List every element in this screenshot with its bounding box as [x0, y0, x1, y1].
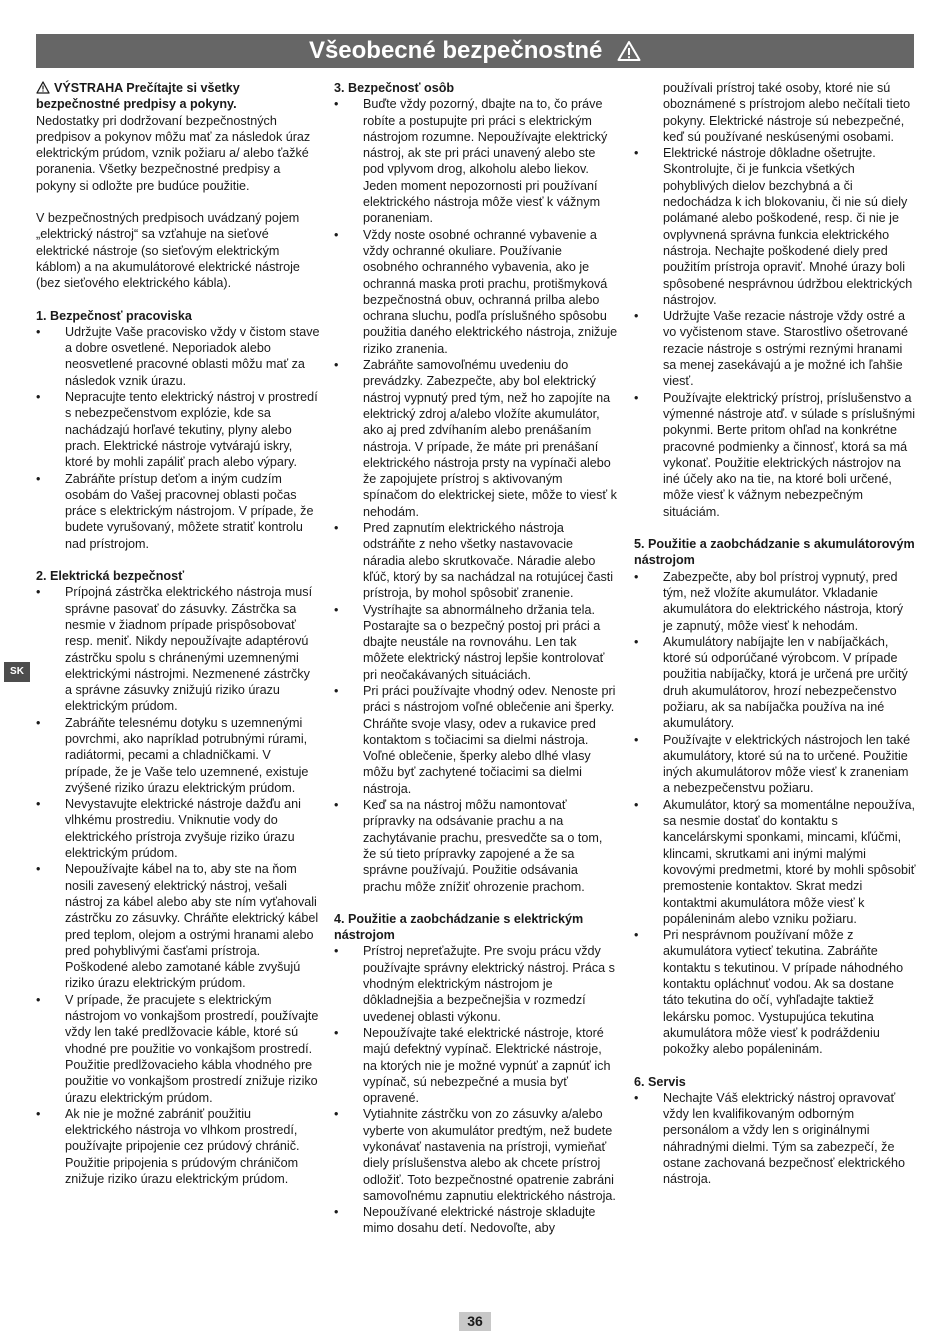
column-3 [634, 80, 916, 1204]
list-item: • Vytiahnite zástrčku von zo zásuvky a/alebo vyberte von akumulátor predtým, než budete vykonávať nastavenia na prístroji, vymieňať diely príslušenstva alebo ak chcete prístroj odložiť. Toto bezpečnostné opatrenie zabráni samovoľnému zapnutiu elektrického nástroja. [334, 1106, 618, 1204]
warning-triangle-icon [617, 40, 641, 62]
section-1-list [36, 324, 320, 552]
list-item: • Pred zapnutím elektrického nástroja odstráňte z neho všetky nastavovacie náradia alebo skrutkovače. Náradie alebo kľúč, ktorý by sa nachádzal na rotujúcej časti prístroja, by mohol spôsobiť zranenie. [334, 520, 618, 601]
warning-icon [36, 81, 50, 94]
definition-paragraph: V bezpečnostných predpisoch uvádzaný pojem „elektrický nástroj“ sa vzťahuje na sieťové elektrické nástroje (so sieťovým elektrickým káblom) a na akumulátorové elektrické nástroje (bez sieťového elektrického kábla). [36, 211, 300, 291]
list-item: • Nepracujte tento elektrický nástroj v prostredí s nebezpečenstvom explózie, kde sa nachádzajú horľavé tekutiny, plyny alebo prach. Elektrické nástroje vytvárajú iskry, ktoré by mohli zapáliť prach alebo výpary. [36, 389, 320, 470]
section-6-title: 6. Servis [634, 1074, 686, 1089]
list-item: • V prípade, že pracujete s elektrickým nástrojom vo vonkajšom prostredí, používajte vždy len také predlžovacie káble, ktoré sú vhodné pre použitie vo vonkajšom prostredí. Použitie predlžovacieho kábla vhodného pre použitie vo vonkajšom prostredí znižuje riziko úrazu elektrickým prúdom. [36, 992, 320, 1106]
section-6-list [634, 1090, 916, 1188]
warning-block [36, 80, 320, 194]
page-number: 36 [459, 1312, 491, 1331]
list-item: • Akumulátory nabíjajte len v nabíjačkách, ktoré sú odporúčané výrobcom. V prípade použitia nabíjačky, ktorá je určená pre určitý druh akumulátorov, hrozí nebezpečenstvo požiaru, ak sa nabíjačka používa na iné akumulátory. [634, 634, 916, 732]
column-2 [334, 80, 618, 1253]
list-item: • Zabráňte telesnému dotyku s uzemnenými povrchmi, ako napríklad potrubnými rúrami, radiátormi, pecami a chladničkami. V prípade, že je Vaše telo uzemnené, existuje zvýšené riziko úrazu elektrickým prúdom. [36, 715, 320, 796]
list-item: • Prístroj nepreťažujte. Pre svoju prácu vždy používajte správny elektrický nástroj. Práca s vhodným elektrickým nástrojom je dôkladnejšia a bezpečnejšia v rozmedzí uvedenej oblasti výkonu. [334, 943, 618, 1024]
section-4-title: 4. Použitie a zaobchádzanie s elektrickým nástrojom [334, 911, 584, 943]
list-item: • Nepoužívajte kábel na to, aby ste na ňom nosili zavesený elektrický nástroj, vešali nástroj za kábel alebo aby ste ním vyťahovali zástrčku zo zásuvky. Chráňte elektrický kábel pred teplom, olejom a ostrými hranami alebo pred pohyblivými časťami prístroja. Poškodené alebo zamotané káble zvyšujú riziko úrazu elektrickým prúdom. [36, 861, 320, 991]
page-title: Všeobecné bezpečnostné [308, 37, 603, 64]
list-item: • Pri nesprávnom používaní môže z akumulátora vytiecť tekutina. Zabráňte kontaktu s tekutinou. V prípade náhodného kontaktu opláchnuť vodou. Ak sa dostane táto tekutina do očí, vyhľadajte taktiež lekársku pomoc. Vystupujúca tekutina akumulátora môže viesť k podráždeniu pokožky alebo popáleninám. [634, 927, 916, 1057]
section-5-title: 5. Použitie a zaobchádzanie s akumulátorovým nástrojom [634, 537, 915, 568]
list-item: • Používajte v elektrických nástrojoch len také akumulátory, ktoré sú na to určené. Použitie iných akumulátorov môže viesť k zraneniam a nebezpečenstvu požiaru. [634, 732, 916, 797]
list-item: • Nepoužívané elektrické nástroje skladujte mimo dosahu detí. Nedovoľte, aby [334, 1204, 618, 1237]
list-item: • Udržujte Vaše rezacie nástroje vždy ostré a vo vyčistenom stave. Starostlivo ošetrované rezacie nástroje s ostrými reznými hranami sa menej zasekávajú a je možné ich ľahšie viesť. [634, 308, 916, 389]
section-2-title: 2. Elektrická bezpečnosť [36, 569, 185, 584]
list-item: • Udržujte Vaše pracovisko vždy v čistom stave a dobre osvetlené. Neporiadok alebo neosvetlené pracovné oblasti môžu mať za následok vznik úrazu. [36, 324, 320, 389]
list-item: • Vždy noste osobné ochranné vybavenie a vždy ochranné okuliare. Používanie osobného ochranného vybavenia, ako je ochranná maska proti prachu, protišmyková bezpečnostná obuv, ochranná prilba alebo ochrana sluchu, podľa príslušného spôsobu použitia daného elektrického nástroja, znižuje riziko zranenia. [334, 227, 618, 357]
section-4-list-continued [634, 80, 916, 520]
language-tab: SK [4, 662, 30, 682]
section-2-list [36, 584, 320, 1187]
list-item: • Prípojná zástrčka elektrického nástroja musí správne pasovať do zásuvky. Zástrčka sa nesmie v žiadnom prípade prispôsobovať resp. meniť. Nikdy nepoužívajte adaptérovú zástrčku spolu s chránenými uzemnenými elektrickými nástrojmi. Nezmenené zástrčky a správne zásuvky znižujú riziko úrazu elektrickým prúdom. [36, 584, 320, 714]
list-item: • Nevystavujte elektrické nástroje dažďu ani vlhkému prostrediu. Vniknutie vody do elektrického prístroja zvyšuje riziko úrazu elektrickým prúdom. [36, 796, 320, 861]
list-item: • Vystríhajte sa abnormálneho držania tela. Postarajte sa o bezpečný postoj pri práci a dbajte neustále na rovnováhu. Len tak môžete elektrický nástroj lepšie kontrolovať pri neočakávaných situáciách. [334, 602, 618, 683]
list-item: • Elektrické nástroje dôkladne ošetrujte. Skontrolujte, či je funkcia všetkých pohyblivých dielov bezchybná a či nedochádza k ich blokovaniu, či nie sú diely polámané alebo poškodené, resp. či nie je ovplyvnená správna funkcia elektrického nástroja. Nechajte poškodené diely pred použitím prístroja opraviť. Mnohé úrazy boli spôsobené nesprávnou údržbou elektrických nástrojov. [634, 145, 916, 308]
section-3-title: 3. Bezpečnosť osôb [334, 81, 455, 95]
list-item: • Buďte vždy pozorný, dbajte na to, čo práve robíte a postupujte pri práci s elektrickým nástrojom rozumne. Nepoužívajte elektrický nástroj, ak ste pri práci unavený alebo ste pod vplyvom drog, alkoholu alebo liekov. Jeden moment nepozornosti pri používaní elektrického nástroja môže viesť k vážnym poraneniam. [334, 96, 618, 226]
list-item: • Akumulátor, ktorý sa momentálne nepoužíva, sa nesmie dostať do kontaktu s kancelárskymi sponkami, mincami, kľúčmi, klincami, skrutkami ani inými malými kovovými predmetmi, ktoré by mohli spôsobiť premostenie kontaktov. Skrat medzi kontaktmi akumulátora môže viesť k popáleninám alebo vzniku požiaru. [634, 797, 916, 927]
list-item: • Ak nie je možné zabrániť použitiu elektrického nástroja vo vlhkom prostredí, používajte pripojenie cez prúdový chránič. Použitie pripojenia s prúdovým chráničom znižuje riziko úrazu elektrickým prúdom. [36, 1106, 320, 1187]
list-item-continued: používali prístroj také osoby, ktoré nie sú oboznámené s prístrojom alebo nečítali tieto pokyny. Elektrické nástroje sú nebezpečné, keď sú používané neskúsenými osobami. [663, 81, 911, 144]
list-item: • Zabráňte prístup deťom a iným cudzím osobám do Vašej pracovnej oblasti počas práce s elektrickým nástrojom. V prípade, že budete vyrušovaný, môžete stratiť kontrolu nad prístrojom. [36, 471, 320, 552]
list-item: • Keď sa na nástroj môžu namontovať prípravky na odsávanie prachu a na zachytávanie prachu, presvedčte sa o tom, že sú tieto prípravky zapojené a že sa správne používajú. Použitie odsávania prachu môže znížiť ohrozenie prachom. [334, 797, 618, 895]
section-1-title: 1. Bezpečnosť pracoviska [36, 308, 192, 323]
list-item: • Zabezpečte, aby bol prístroj vypnutý, pred tým, než vložíte akumulátor. Vkladanie akumulátora do elektrického nástroja, ktorý je zapnutý, môže viesť k nehodám. [634, 569, 916, 634]
page-header [36, 34, 914, 68]
column-1 [36, 80, 320, 1203]
section-3-list [334, 96, 618, 895]
list-item: • Pri práci používajte vhodný odev. Nenoste pri práci s nástrojom voľné oblečenie ani šperky. Chráňte svoje vlasy, odev a rukavice pred kontaktom s točiacimi sa dielmi nástroja. Voľné oblečenie, šperky alebo dlhé vlasy môžu byť zachytené točiacimi sa dielmi nástroja. [334, 683, 618, 797]
section-5-list [634, 569, 916, 1058]
list-item: • Nepoužívajte také elektrické nástroje, ktoré majú defektný vypínač. Elektrické nástroje, na ktorých nie je možné vypnúť a zapnúť ich vypínač, sú nebezpečné a musia byť opravené. [334, 1025, 618, 1106]
list-item: • Zabráňte samovoľnému uvedeniu do prevádzky. Zabezpečte, aby bol elektrický nástroj vypnutý pred tým, než ho zapojíte na elektrický zdroj a/alebo vložíte akumulátor, ako aj pred zdvíhaním alebo prenášaním nástroja. V prípade, že máte pri prenášaní elektrického nástroja prsty na vypínači alebo že zapojujete prístroj s aktivovaným spínačom do elektrickej siete, môže to viesť k nehodám. [334, 357, 618, 520]
list-item: • Nechajte Váš elektrický nástroj opravovať vždy len kvalifikovaným odborným personálom a vždy len s originálnymi náhradnými dielmi. Tým sa zabezpečí, že ostane zachovaná bezpečnosť elektrického nástroja. [634, 1090, 916, 1188]
warning-heading: VÝSTRAHA Prečítajte si všetky bezpečnostné predpisy a pokyny. [36, 81, 240, 112]
section-4-list [334, 943, 618, 1236]
list-item: • Používajte elektrický prístroj, príslušenstvo a výmenné nástroje atď. v súlade s príslušnými pokynmi. Berte pritom ohľad na konkrétne pracovné podmienky a činnosť, ktorá sa má vykonať. Použitie elektrických nástrojov na iné účely ako na tie, na ktoré boli určené, môže viesť k vážnym nebezpečným situáciám. [634, 390, 916, 520]
warning-text: Nedostatky pri dodržovaní bezpečnostných predpisov a pokynov môžu mať za následok úraz elektrickým prúdom, vznik požiaru a/ alebo ťažké poranenia. Všetky bezpečnostné predpisy a pokyny si odložte pre budúce použitie. [36, 113, 311, 193]
